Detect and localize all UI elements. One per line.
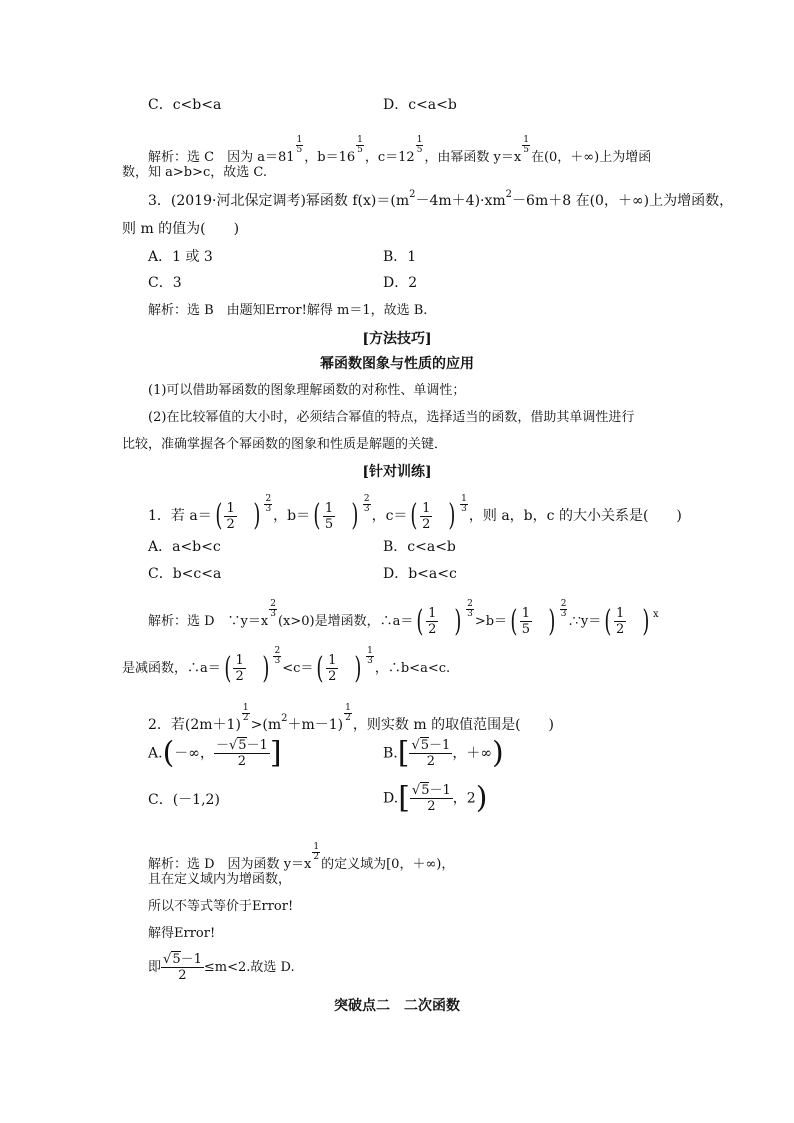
- practice-q2-option-c: C．(－1,2): [148, 792, 220, 808]
- practice-q1-option-c: C．b<c<a: [148, 566, 222, 582]
- practice-q2-solution-line1: 解析：选 D 因为函数 y＝x $\frac{1}{2}$ 的定义域为[0，＋∞)，: [148, 842, 455, 872]
- section-title: 突破点二 二次函数: [334, 998, 460, 1014]
- practice-q1-solution-line2: 是减函数，∴a＝ ( $\frac{1}{2}$ ) $\frac{2}{3}$ <c＝ ( $\frac{1}{2}$ ) $\frac{1}{3}$ ，∴b<a<c.: [122, 646, 451, 686]
- option-d-prev: D．c<a<b: [383, 97, 457, 113]
- practice-header: [针对训练]: [362, 464, 432, 480]
- practice-q2-solution-line5: 即 $\frac{√5-1}{2}$ ≤m<2.故选 D.: [148, 952, 295, 983]
- practice-q2-stem: 2．若(2m＋1) $\frac{1}{2}$ $>(m^2+m-1)$ $\frac{1}{2}$ ，则实数 m 的取值范围是( ): [148, 703, 554, 733]
- question-3-option-c: C．3: [148, 275, 182, 291]
- question-3-stem: 3．(2019·河北保定调考)幂函数 $f(x)=(m^2-4m+4)\cdot xm^2-6m+8$ 在(0，＋∞)上为增函数，: [148, 189, 734, 209]
- question-3-solution: 解析：选 B 由题知Error!解得 m＝1，故选 B.: [148, 303, 428, 318]
- practice-q2-solution-line2: 且在定义域内为增函数，: [148, 872, 292, 887]
- practice-q2-solution-line3: 所以不等式等价于Error!: [148, 899, 294, 914]
- exponent-fraction: $\frac{1}{5}$: [416, 135, 423, 155]
- solution-prev-line1: 解析：选 C 因为 a＝81 $\frac{1}{5}$ ，b＝16 $\frac{1}{5}$ ，c＝12 $\frac{1}{5}$ ，由幂函数 y＝x $\frac{1}{5}$ 在(0，＋∞)上为增函: [148, 135, 652, 165]
- exponent-fraction: $\frac{1}{5}$: [296, 135, 303, 155]
- practice-q1-option-d: D．b<a<c: [383, 566, 457, 582]
- practice-q2-solution-line4: 解得Error!: [148, 926, 216, 941]
- practice-q1-option-a: A．a<b<c: [148, 539, 221, 555]
- practice-q1-solution-line1: 解析：选 D ∵y＝x $\frac{2}{3}$ (x>0)是增函数，∴a＝ ( $\frac{1}{2}$ ) $\frac{2}{3}$ >b＝ ( $\frac{1}{5}$ ) $\frac{2}{3}$ .∵y＝ ( $\frac{1}{2}$ ) $^x$: [148, 599, 659, 639]
- question-3-option-b: B．1: [383, 249, 417, 265]
- option-c-prev: C．c<b<a: [148, 97, 222, 113]
- question-3-stem-line2: 则 m 的值为( ): [122, 221, 240, 237]
- method-point-1: (1)可以借助幂函数的图象理解函数的对称性、单调性；: [148, 383, 466, 398]
- method-point-2-line2: 比较，准确掌握各个幂函数的图象和性质是解题的关键．: [122, 437, 448, 452]
- exponent-fraction: $\frac{1}{5}$: [357, 135, 363, 155]
- practice-q1-stem: 1．若 a＝ ( $\frac{1}{2}$ ) $\frac{2}{3}$ ，b＝ ( $\frac{1}{5}$ ) $\frac{2}{3}$ ，c＝ ( $\frac{1}{2}$ ) $\frac{1}{3}$ ，则 a，b，c 的大小关系是( ): [148, 494, 682, 533]
- question-3-option-a: A．1 或 3: [148, 249, 213, 265]
- question-3-option-d: D．2: [383, 275, 418, 291]
- method-header: [方法技巧]: [362, 331, 432, 347]
- method-title: 幂函数图象与性质的应用: [320, 356, 474, 372]
- method-point-2-line1: (2)在比较幂值的大小时，必须结合幂值的特点，选择适当的函数，借助其单调性进行: [148, 410, 635, 425]
- practice-q2-option-b: B.[ $\frac{√5-1}{2}$ ，＋∞): [383, 735, 504, 771]
- exponent-fraction: $\frac{1}{5}$: [523, 135, 529, 155]
- practice-q1-option-b: B．c<a<b: [383, 539, 456, 555]
- solution-prev-line2: 数，知 a>b>c，故选 C.: [122, 165, 268, 180]
- practice-q2-option-a: A.(－∞， $\frac{-√5-1}{2}$ ]: [148, 735, 282, 771]
- practice-q2-option-d: D.[ $\frac{√5-1}{2}$ ，2): [383, 780, 488, 816]
